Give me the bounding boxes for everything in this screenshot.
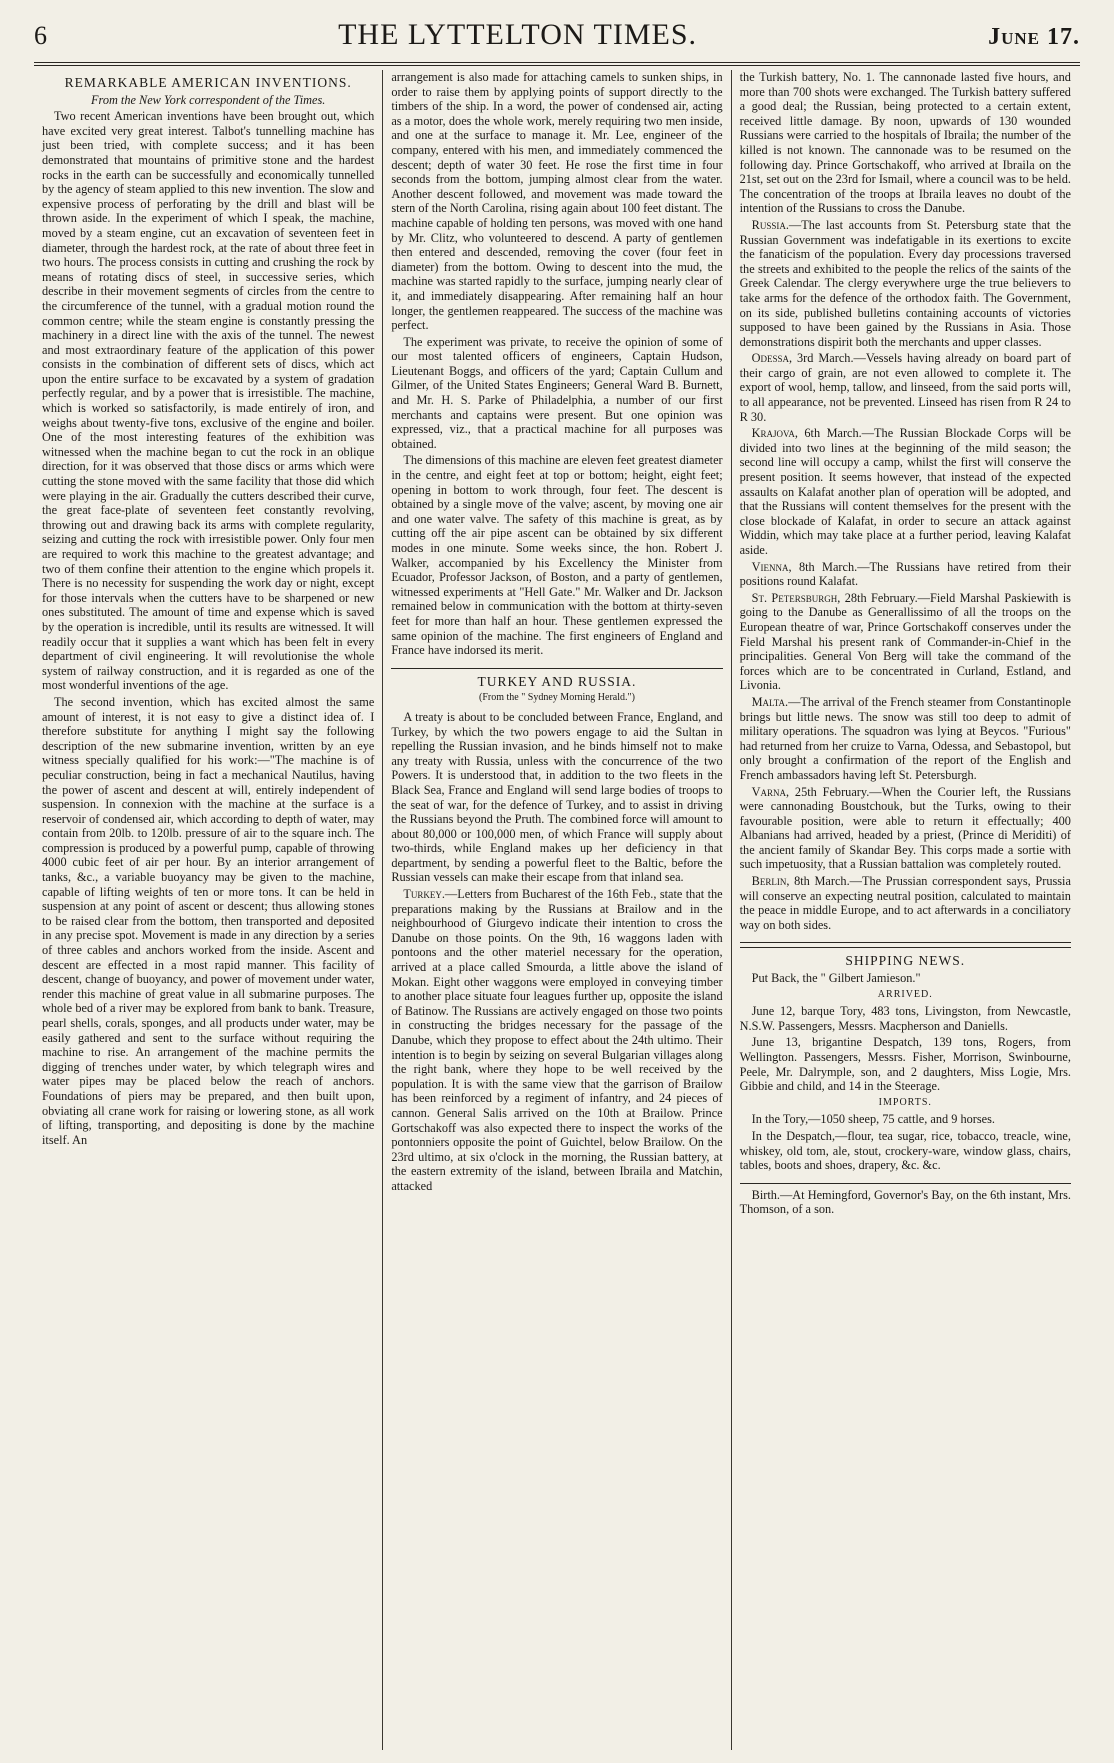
shipping-import: In the Tory,—1050 sheep, 75 cattle, and 9 horses. xyxy=(751,1112,995,1127)
masthead-rule-thin xyxy=(34,65,1080,66)
newspaper-title: THE LYTTELTON TIMES. xyxy=(338,18,697,51)
paragraph-text: 25th February.—When the Courier left, the Russians were cannonading Boustchouk, but the Turks, owing to their favourable position, were able to return it effectually; 400 Albanians had arrived, headed by a priest, (Prince di Meriditi) of the ancient family of Skandar Bey. This corps made a sortie with such impetuosity, that a Russian battalion was completely routed. xyxy=(739,784,1071,872)
paragraph-text: 28th February.—Field Marshal Paskiewith is going to the Danube as Generallissimo of all the troops on the European theatre of war, Prince Gortschakoff conserves under the Field Marshal his present rank of Commander-in-Chief in the principalities. General Von Berg will take the command of the forces which are to be concentrated in Curland, Estland, and Livonia. xyxy=(739,590,1071,693)
paragraph: The experiment was private, to receive the opinion of some of our most talented officers of engineers, Captain Hudson, Lieutenant Boggs, and officers of the yard; Captain Cullum and Gilmer, of the United States Engineers; General Ward B. Burnett, and Mr. H. S. Parke of Philadelphia, a number of our first merchants and captains were present. But one opinion was expressed, viz., that a practical machine for all purposes was obtained. xyxy=(391,334,723,451)
section-divider-thin xyxy=(740,947,1071,948)
paragraph: arrangement is also made for attaching camels to sunken ships, in order to raise them by applying points of support directly to the timbers of the ship. In a word, the power of condensed air, acting as a motor, does the whole work, merely requiring two men inside, and one at the surface to manage it. Mr. Lee, engineer of the company, entered with his men, and immediately commenced the descent; depth of water 30 feet. He rose the first time in four seconds from the bottom, jumping almost clear from the water. Another descent followed, and movement was made toward the stern of the North Carolina, rising again about 100 feet distant. The machine capable of holding ten persons, was moved with one hand by Mr. Clitz, who volunteered to descend. A party of gentlemen then entered and descended, removing the cover (four feet in diameter) from the bottom. Owing to descent into the mud, the machine was started rapidly to the surface, jumping nearly clear of it, and immediately disappearing. After remaining half an hour longer, the gentlemen reappeared. The success of the machine was perfect. xyxy=(391,70,723,333)
dateline: St. Petersburgh, xyxy=(751,590,841,605)
masthead-rule xyxy=(34,62,1080,63)
dateline: Malta. xyxy=(751,694,789,709)
paragraph: A treaty is about to be concluded between France, England, and Turkey, by which the two powers engage to aid the Sultan in repelling the Russian invasion, and he binds himself not to make any treaty with Russia, unless with the concurrence of the two Powers. It is understood that, in addition to the two fleets in the Black Sea, France and England will send large bodies of troops to the seat of war, for the defence of Turkey, and to assist in driving the Russians beyond the Pruth. The combined force will amount to about 80,000 or 100,000 men, of which France will supply about two-thirds, while England makes up her deficiency in that department, by sending a powerful fleet to the Baltic, before the Russian vessels can make their escape from that inland sea. xyxy=(391,709,723,885)
shipping-arrival: June 13, brigantine Despatch, 139 tons, Rogers, from Wellington. Passengers, Messrs. Fisher, Morrison, Swinbourne, Peele, Mr. Dalrymple, son, and 2 daughters, Miss Logie, Mrs. Gibbie and child, and 14 in the Steerage. xyxy=(739,1035,1071,1094)
shipping-put-back: Put Back, the " Gilbert Jamieson." xyxy=(751,971,921,986)
paragraph-text: —The last accounts from St. Petersburg state that the Russian Government was indefatigable in its exertions to excite the fanaticism of the population. Every day processions traversed the streets and exhibited to the people the relics of the saints of the Greek Calendar. The clergy everywhere urge the true believers to take arms for the defence of the orthodox faith. The Government, on its side, published bulletins containing accounts of victories supposed to have been gained by the Russians in Asia. Those demonstrations dispirit both the merchants and upper classes. xyxy=(739,217,1071,349)
page-number: 6 xyxy=(34,21,47,50)
article-source: From the New York correspondent of the Times. xyxy=(90,92,326,107)
paragraph-text: —Letters from Bucharest of the 16th Feb., state that the preparations making by the Russians at Brailow and in the neighbourhood of Giurgevo indicate their intention to cross the Danube on those points. On the 9th, 16 waggons laden with pontoons and the other materiel necessary for the operation, arrived at a place called Smourda, a little above the island of Mokan. Eight other waggons were employed in conveying timber to another place situate four leagues further up, opposite the island of Batinow. The Russians are actively engaged on those two points in constructing the bridges necessary for the passage of the Danube, which they propose to effect about the 24th ultimo. Their intention is to begin by seizing on several Bulgarian villages along the right bank, where they hope to be well received by the population. It is with the same view that the garrison of Brailow has been reinforced by a regiment of infantry, and 24 pieces of cannon. General Salis arrived on the 10th at Brailow. Prince Gortschakoff was also expected there to inspect the works of the pontonniers opposite the point of Guichtel, below Brailow. On the 23rd ultimo, at six o'clock in the morning, the Russian battery, at the eastern extremity of the island, between Ibraila and Matchin, attacked xyxy=(391,887,723,1193)
dateline: Krajova, xyxy=(751,426,798,441)
section-divider xyxy=(740,1183,1071,1184)
birth-notice: Birth.—At Hemingford, Governor's Bay, on the 6th instant, Mrs. Thomson, of a son. xyxy=(739,1187,1071,1217)
shipping-import: In the Despatch,—flour, tea sugar, rice, tobacco, treacle, wine, whiskey, old tom, ale, stout, crockery-ware, window glass, chairs, tables, boots and shoes, drapery, &c. &c. xyxy=(739,1128,1071,1173)
column-3 xyxy=(731,70,1079,1750)
dateline: Varna, xyxy=(751,784,790,799)
paragraph-berlin xyxy=(740,874,1071,932)
paragraph-odessa xyxy=(740,351,1071,424)
paragraph-text: 8th March.—The Russians have retired from their positions round Kalafat. xyxy=(739,559,1071,589)
article-columns xyxy=(34,70,1080,1750)
paragraph: the Turkish battery, No. 1. The cannonade lasted five hours, and more than 700 shots were exchanged. The Turkish battery suffered a good deal; the Russian, being protected to a certain extent, received little damage. By noon, upwards of 130 wounded Russians were carried to the hospitals of Ibraila; the number of the killed is not known. The cannonade was to be resumed on the following day. Prince Gortschakoff, who arrived at Ibraila on the 21st, set out on the 23rd for Ismail, where a council was to be held. The concentration of the troops at Ibraila leaves no doubt of the intention of the Russians to cross the Danube. xyxy=(739,70,1071,216)
paragraph-vienna xyxy=(740,560,1071,589)
imports-label: IMPORTS. xyxy=(878,1096,932,1108)
article-heading-turkey: TURKEY AND RUSSIA. xyxy=(477,673,637,689)
paragraph-krajova xyxy=(740,426,1071,557)
dateline: Russia. xyxy=(751,217,789,232)
masthead xyxy=(34,18,1080,56)
paragraph-text: 6th March.—The Russian Blockade Corps will be divided into two lines at the beginning of the mild season; the second line will occupy a camp, whilst the first will conserve the present position. It seems however, that instead of the expected assaults on Kalafat another plan of operation will be adopted, and that the Russians will content themselves for the present with the close blockade of Kalafat, in order to secure an attack against Widdin, which may take place at a further period, leaving Kalafat aside. xyxy=(739,426,1071,557)
arrived-label: ARRIVED. xyxy=(877,988,933,1000)
section-divider xyxy=(391,668,722,669)
section-divider xyxy=(740,942,1071,943)
dateline: Turkey. xyxy=(403,887,445,902)
paragraph: Two recent American inventions have been brought out, which have excited very great interest. Talbot's tunnelling machine has just been tried, with complete success; and it has been demonstrated that mountains of primitive stone and the hardest rocks in the earth can be successfully and economically tunnelled by the agency of steam applied to this new invention. The slow and expensive process of perforating by the drill and blast will be thrown aside. In the experiment of which I speak, the machine, moved by a steam engine, cut an excavation of seventeen feet in diameter, through the hardest rock, at the rate of about three feet in two hours. The process consists in cutting and crushing the rock by means of rotating discs of steel, in successive series, which describe in their movement segments of circles from the centre to the circumference of the tunnel, with a gradual motion round the common centre; while the steam engine is constantly pressing the machinery in a direct line with the axis of the tunnel. The newest and most extraordinary feature of the application of this power consists in the combination of different sets of discs, which act upon the entire surface to be excavated by a system of gradation perfectly regular, and by a power that is irresistible. The machine, which is worked so satisfactorily, is made entirely of iron, and weighs about twenty-five tons, exclusive of the engine and boiler. One of the most interesting features of the exhibition was witnessed when the machine began to cut the rock in an oblique direction, for it was observed that those discs or arms which were cutting the stone moved with the same facility that those did which were playing in the air. Gradually the cutters described their curve, the great face-plate of seventeen feet constantly revolving, throwing out and drawing back its arms with complete regularity, seizing and cutting the rock with irresistible power. Only four men are required to work this machine to the greatest advantage; and two of them confine their attention to the engine which propels it. There is no necessity for suspending the work day or night, except for those intervals when the cutters have to be sharpened or new ones substituted. The amount of time and expense which is saved by the operation is incredible, until its results are witnessed. It will readily occur that it supplies a want which has been felt in every department of civil engineering. It will revolutionise the whole system of railway construction, and it is regarded as one of the most wonderful inventions of the age. xyxy=(42,109,375,693)
paragraph-russia xyxy=(740,218,1071,349)
column-1 xyxy=(34,70,382,1750)
paragraph-malta xyxy=(740,695,1071,783)
paragraph-text: 8th March.—The Prussian correspondent says, Prussia will conserve an expecting neutral position, calculated to maintain the peace in middle Europe, and to act afterwards in a conciliatory way on both sides. xyxy=(739,874,1071,932)
article-heading-inventions: REMARKABLE AMERICAN INVENTIONS. xyxy=(64,75,352,90)
paragraph: The second invention, which has excited almost the same amount of interest, it is not easy to give a distinct idea of. I therefore substitute for anything I might say the following description of the new submarine invention, written by an eye witness specially qualified for his work:—"The machine is of peculiar construction, being in fact a mechanical Nautilus, having the power of ascent and descent at will, entirely independent of suspension. In connexion with the machine at the surface is a reservoir of condensed air, which according to depth of water, may contain from 20lb. to 120lb. pressure of air to the square inch. The compression is produced by a powerful pump, capable of throwing 4000 cubic feet of air per hour. By an interior arrangement of tanks, &c., a variable buoyancy may be given to the machine, capable of lifting weights of ten or more tons. It can be held in suspension at any point of ascent or descent; thus allowing stones to be raised clear from the bottom, then transported and deposited in any precise spot. Movement is made in any direction by a series of three cables and anchors worked from the inside. Ascent and descent are effected in a most rapid manner. This facility of descent, change of buoyancy, and power of movement under water, render this machine of great value in all submarine purposes. The whole bed of a river may be explored from bank to bank. Treasure, pearl shells, corals, sponges, and all products under water, may be easily gathered and sent to the surface without requiring the machine to rise. An arrangement of the machine permits the digging of trenches under water, by which telegraph wires and water pipes may be placed below the reach of anchors. Foundations of piers may be prepared, and then built upon, obviating all crane work for raising or lowering stone, as all work of lifting, transporting, and depositing is done by the machine itself. An xyxy=(42,694,375,1147)
paragraph-turkey xyxy=(391,887,722,1193)
article-source: (From the " Sydney Morning Herald.") xyxy=(479,692,635,704)
dateline: Vienna, xyxy=(751,559,792,574)
paragraph-varna xyxy=(740,785,1071,873)
issue-date: June 17. xyxy=(988,24,1080,50)
paragraph: The dimensions of this machine are eleven feet greatest diameter in the centre, and eight feet at top or bottom; height, eight feet; opening in bottom to work through, four feet. The descent is obtained by a single move of the valve; ascent, by moving one air and one water valve. The safety of this machine is great, as by cutting off the air pipe ascent can be obtained by six different modes in one minute. Some weeks since, the hon. Robert J. Walker, accompanied by his Excellency the Minister from Ecuador, Professor Jackson, of Boston, and a party of gentlemen, witnessed experiments at "Hell Gate." Mr. Walker and Dr. Jackson remained below in communication with the bottom at thirty-seven feet for more than half an hour. These gentlemen expressed the same opinion of the machine. The first engineers of England and France have indorsed its merit. xyxy=(391,453,723,658)
paragraph-text: —The arrival of the French steamer from Constantinople brings but little news. The snow was still too deep to admit of military operations. The squadron was lying at Beycos. "Furious" had returned from her cruize to Varna, Odessa, and Sebastopol, but only brought a confirmation of the report of the English and French ambassadors having left St. Petersburgh. xyxy=(739,694,1071,782)
shipping-news-heading: SHIPPING NEWS. xyxy=(845,953,966,969)
paragraph-text: 3rd March.—Vessels having already on board part of their cargo of grain, are not even allowed to complete it. The export of wool, hemp, tallow, and linseed, from the said ports will, to all appearance, not be prevented. Linseed has risen from R 24 to R 30. xyxy=(739,351,1071,424)
column-2 xyxy=(382,70,730,1750)
paragraph-st-petersburgh xyxy=(740,591,1071,693)
shipping-arrival: June 12, barque Tory, 483 tons, Livingston, from Newcastle, N.S.W. Passengers, Messrs. Macpherson and Daniells. xyxy=(739,1004,1071,1033)
dateline: Berlin, xyxy=(751,874,790,889)
dateline: Odessa, xyxy=(751,351,793,366)
